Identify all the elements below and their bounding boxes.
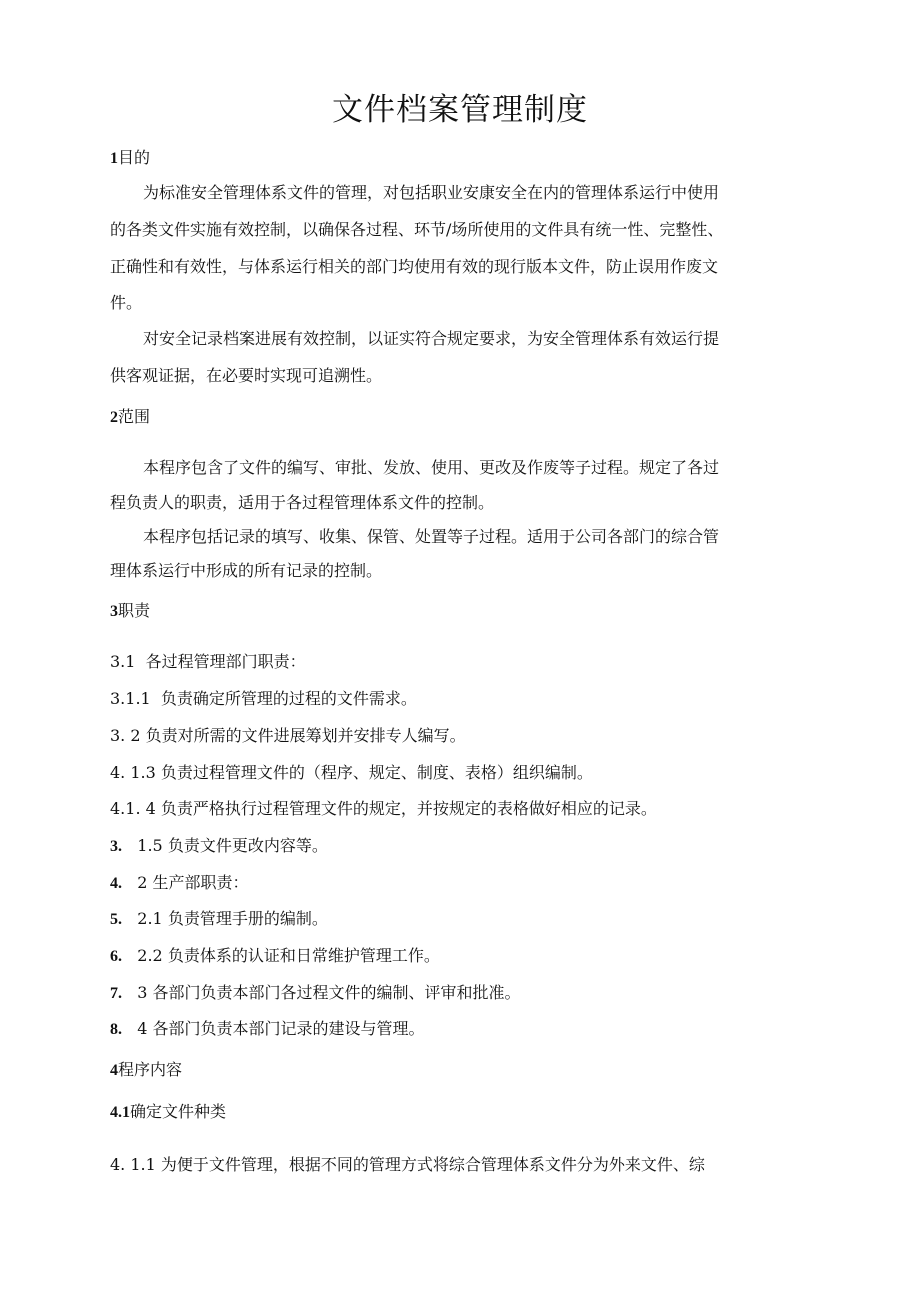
duty-text: 各过程管理部门职责： (145, 652, 306, 671)
duty-text: 负责确定所管理的过程的文件需求。 (160, 689, 417, 708)
list-marker: 8. (110, 1021, 122, 1038)
duty-number: 4 (137, 1019, 148, 1038)
duty-text: 负责过程管理文件的（程序、规定、制度、表格）组织编制。 (160, 763, 593, 782)
duty-text: 各部门负责本部门各过程文件的编制、评审和批准。 (152, 983, 521, 1002)
duty-number: 3.1 (110, 652, 136, 671)
section-heading-procedure (110, 1058, 822, 1083)
section-label: 职责 (118, 601, 151, 620)
duty-item (110, 871, 822, 896)
item-text: 为便于文件管理，根据不同的管理方式将综合管理体系文件分为外来文件、综 (160, 1155, 705, 1174)
duty-item (110, 761, 822, 785)
duty-item (110, 650, 822, 674)
section-number: 1 (110, 150, 118, 167)
duty-text: 各部门负责本部门记录的建设与管理。 (152, 1019, 425, 1038)
section-number: 2 (110, 409, 118, 426)
duty-text: 负责管理手册的编制。 (167, 909, 328, 928)
paragraph-line: 本程序包括记录的填写、收集、保管、处置等子过程。适用于公司各部门的综合管 (143, 527, 720, 546)
duty-number: 3. 2 (110, 726, 141, 745)
duty-item (110, 907, 822, 932)
paragraph-line: 供客观证据，在必要时实现可追溯性。 (110, 366, 383, 385)
duty-text: 负责文件更改内容等。 (167, 836, 328, 855)
duty-item (110, 981, 822, 1006)
paragraph-line: 对安全记录档案进展有效控制，以证实符合规定要求，为安全管理体系有效运行提 (143, 329, 720, 348)
section-label: 范围 (118, 407, 151, 426)
duty-item (110, 944, 822, 969)
paragraph-line: 为标准安全管理体系文件的管理，对包括职业安康安全在内的管理体系运行中使用 (143, 183, 720, 202)
item-number: 4. 1.1 (110, 1155, 156, 1174)
paragraph-line: 程负责人的职责，适用于各过程管理体系文件的控制。 (110, 493, 495, 512)
paragraph-line: 理体系运行中形成的所有记录的控制。 (110, 561, 383, 580)
duty-number: 2.1 (137, 909, 163, 928)
paragraph-line: 正确性和有效性，与体系运行相关的部门均使用有效的现行版本文件，防止误用作废文 (110, 257, 719, 276)
duty-item (110, 797, 822, 821)
duty-text: 负责体系的认证和日常维护管理工作。 (167, 946, 440, 965)
list-marker: 7. (110, 985, 122, 1002)
section-heading-scope (110, 405, 822, 430)
duty-text: 生产部职责： (152, 873, 249, 892)
duty-number: 2.2 (137, 946, 163, 965)
section-heading-purpose (110, 146, 822, 171)
paragraph-line: 件。 (110, 293, 143, 312)
section-number: 4.1 (110, 1104, 130, 1121)
duty-number: 3.1.1 (110, 689, 151, 708)
paragraph-line: 的各类文件实施有效控制，以确保各过程、环节/场所使用的文件具有统一性、完整性、 (110, 220, 724, 239)
duty-number: 3 (137, 983, 148, 1002)
list-marker: 3. (110, 838, 122, 855)
section-label: 确定文件种类 (130, 1102, 227, 1121)
section-label: 程序内容 (118, 1060, 183, 1079)
duty-text: 负责对所需的文件进展筹划并安排专人编写。 (145, 726, 466, 745)
duty-item (110, 834, 822, 859)
section-label: 目的 (118, 148, 151, 167)
document-title: 文件档案管理制度 (332, 92, 588, 128)
section-heading-duties (110, 599, 822, 624)
duty-number: 2 (137, 873, 148, 892)
duty-item (110, 1017, 822, 1042)
paragraph-line (110, 1153, 822, 1177)
duty-number: 4. 1.3 (110, 763, 156, 782)
subsection-heading-doc-types (110, 1100, 822, 1125)
duty-number: 4.1. 4 (110, 799, 156, 818)
paragraph-line: 本程序包含了文件的编写、审批、发放、使用、更改及作废等子过程。规定了各过 (143, 458, 720, 477)
list-marker: 4. (110, 875, 122, 892)
list-marker: 5. (110, 911, 122, 928)
section-number: 3 (110, 603, 118, 620)
duty-text: 负责严格执行过程管理文件的规定，并按规定的表格做好相应的记录。 (160, 799, 657, 818)
section-number: 4 (110, 1062, 118, 1079)
duty-number: 1.5 (137, 836, 163, 855)
list-marker: 6. (110, 948, 122, 965)
duty-item (110, 724, 822, 748)
duty-item (110, 687, 822, 711)
